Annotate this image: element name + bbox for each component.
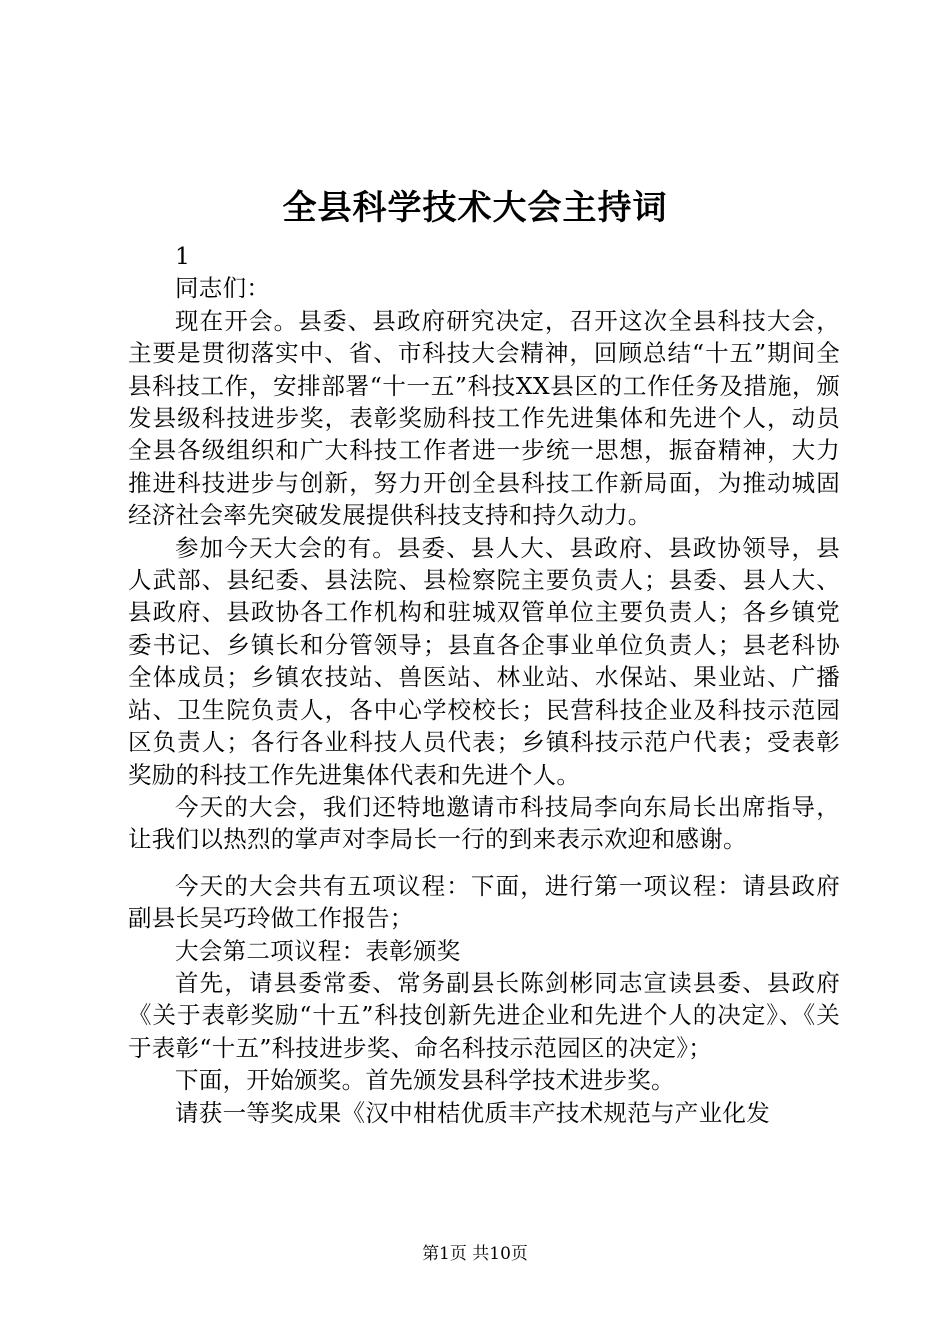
paragraph-attendees: 参加今天大会的有。县委、县人大、县政府、县政协领导，县人武部、县纪委、县法院、县检察院主要负责人；县委、县人大、县政府、县政协各工作机构和驻城双管单位主要负责人；各乡镇党委书记、乡镇长和分管领导；县直各企事业单位负责人；县老科协全体成员；乡镇农技站、兽医站、林业站、水保站、果业站、广播站、卫生院负责人，各中心学校校长；民营科技企业及科技示范园区负责人；各行各业科技人员代表；乡镇科技示范户代表；受表彰奖励的科技工作先进集体代表和先进个人。 <box>128 533 840 789</box>
paragraph-decision: 首先，请县委常委、常务副县长陈剑彬同志宣读县委、县政府《关于表彰奖励“十五”科技创新先进企业和先进个人的决定》、《关于表彰“十五”科技进步奖、命名科技示范园区的决定》； <box>128 968 840 1062</box>
paragraph-awards-start: 下面，开始颁奖。首先颁发县科学技术进步奖。 <box>175 1066 675 1095</box>
paragraph-agenda: 今天的大会共有五项议程：下面，进行第一项议程：请县政府副县长吴巧玲做工作报告； <box>128 871 840 933</box>
section-number: 1 <box>175 242 191 270</box>
document-title: 全县科学技术大会主持词 <box>282 188 668 228</box>
greeting: 同志们： <box>175 274 271 303</box>
paragraph-guests: 今天的大会，我们还特地邀请市科技局李向东局长出席指导，让我们以热烈的掌声对李局长一行的到来表示欢迎和感谢。 <box>128 792 840 854</box>
paragraph-agenda-two: 大会第二项议程：表彰颁奖 <box>175 936 461 965</box>
page-footer: 第1页 共10页 <box>422 1244 528 1264</box>
paragraph-first-prize: 请获一等奖成果《汉中柑桔优质丰产技术规范与产业化发 <box>175 1098 770 1127</box>
paragraph-opening: 现在开会。县委、县政府研究决定，召开这次全县科技大会，主要是贯彻落实中、省、市科技大会精神，回顾总结“十五”期间全县科技工作，安排部署“十一五”科技XX县区的工作任务及措施，颁发县级科技进步奖，表彰奖励科技工作先进集体和先进个人，动员全县各级组织和广大科技工作者进一步统一思想，振奋精神，大力推进科技进步与创新，努力开创全县科技工作新局面，为推动城固经济社会率先突破发展提供科技支持和持久动力。 <box>128 306 840 530</box>
document-body <box>128 240 840 1129</box>
